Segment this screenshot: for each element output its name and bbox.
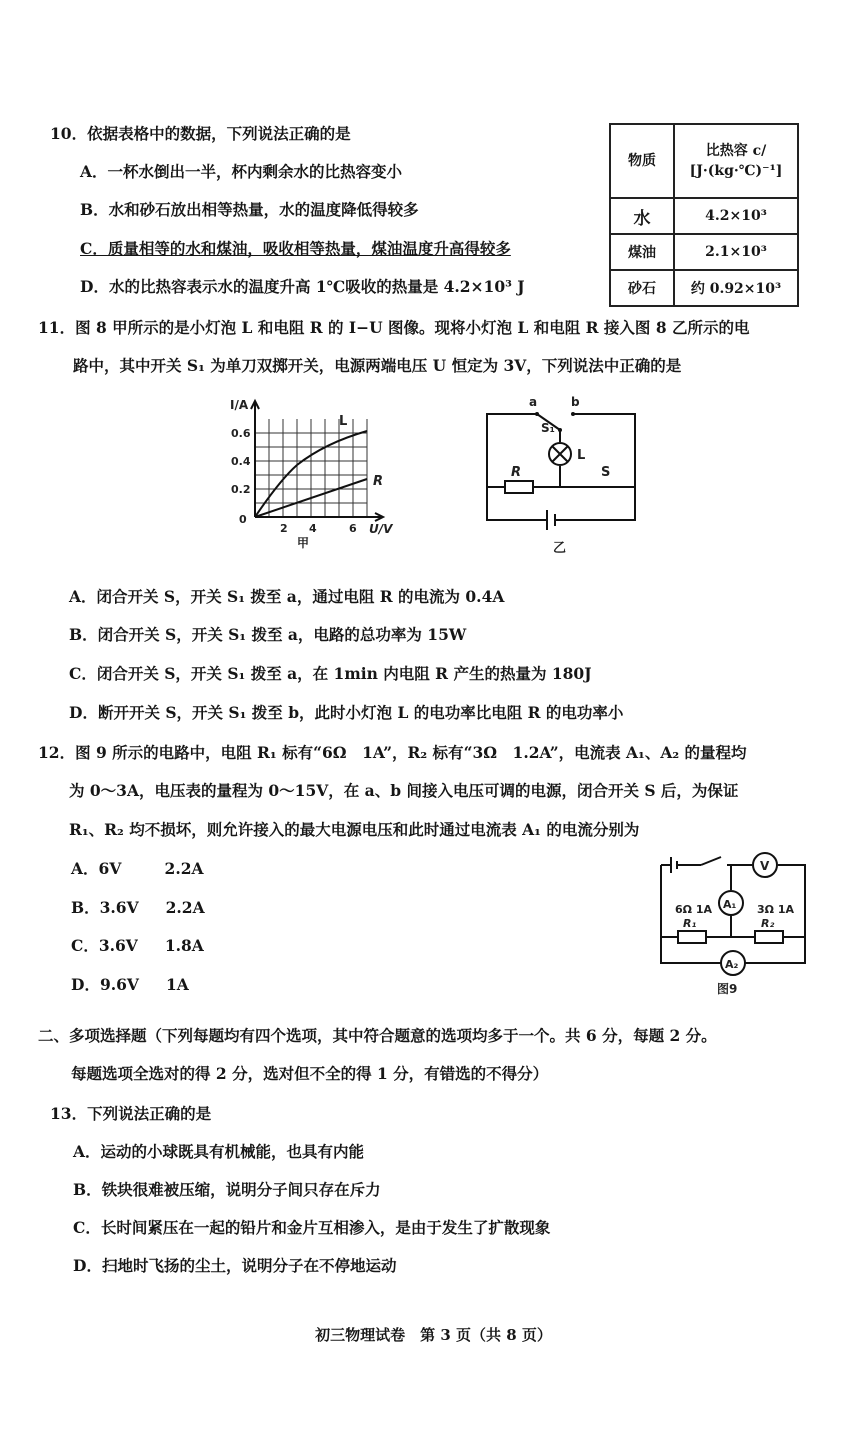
section2-heading-line1: 二、多项选择题（下列每题均有四个选项，其中符合题意的选项均多于一个。共 6 分，每题 2 分。 xyxy=(38,1026,717,1045)
q11-option-d: D．断开开关 S，开关 S₁ 拨至 b，此时小灯泡 L 的电功率比电阻 R 的电功率小 xyxy=(69,703,624,722)
option-voltage: 6V xyxy=(98,859,122,878)
graph-caption: 甲 xyxy=(297,536,310,550)
q13-option-d: D．扫地时飞扬的尘土，说明分子在不停地运动 xyxy=(73,1256,397,1275)
table-cell-name: 煤油 xyxy=(610,234,674,270)
option-current: 1.8A xyxy=(164,936,204,955)
q11-stem-line1: 11．图 8 甲所示的是小灯泡 L 和电阻 R 的 I−U 图像。现将小灯泡 L 和电阻 R 接入图 8 乙所示的电 xyxy=(38,318,750,337)
specific-heat-table xyxy=(609,123,799,307)
graph-ytick: 0.6 xyxy=(231,427,251,440)
q10-option-a: A．一杯水倒出一半，杯内剩余水的比热容变小 xyxy=(80,162,403,181)
q12-stem-line3: R₁、R₂ 均不损坏，则允许接入的最大电源电压和此时通过电流表 A₁ 的电流分别为 xyxy=(69,820,640,839)
q12-stem-line1: 12．图 9 所示的电路中，电阻 R₁ 标有“6Ω 1A”，R₂ 标有“3Ω 1.2A”，电流表 A₁、A₂ 的量程均 xyxy=(38,743,747,762)
section2-heading-line2: 每题选项全选对的得 2 分，选对但不全的得 1 分，有错选的不得分） xyxy=(71,1064,549,1083)
voltmeter-label: V xyxy=(760,859,770,873)
table-header-c-line2: [J·(kg·℃)⁻¹] xyxy=(689,163,783,179)
graph-ytick: 0.4 xyxy=(231,455,251,468)
q12-stem-line2: 为 0～3A，电压表的量程为 0～15V，在 a、b 间接入电压可调的电源，闭合开关 S 后，为保证 xyxy=(69,781,739,800)
option-letter: A． xyxy=(71,859,99,878)
q13-option-b: B．铁块很难被压缩，说明分子间只存在斥力 xyxy=(73,1180,381,1199)
option-current: 2.2A xyxy=(164,859,204,878)
graph-ylabel: I/A xyxy=(230,398,249,412)
page-footer: 初三物理试卷 第 3 页（共 8 页） xyxy=(315,1326,552,1344)
r1-note: 6Ω 1A xyxy=(675,903,713,916)
q11-stem-line2: 路中，其中开关 S₁ 为单刀双掷开关，电源两端电压 U 恒定为 3V，下列说法中正确的是 xyxy=(73,356,682,375)
graph-xtick: 2 xyxy=(280,522,288,535)
graph-ytick: 0.2 xyxy=(231,483,251,496)
table-cell-name: 砂石 xyxy=(610,270,674,306)
r2-note: 3Ω 1A xyxy=(757,903,795,916)
circuit-label-r: R xyxy=(511,465,522,480)
q12-option-d xyxy=(71,973,189,995)
q13-option-a: A．运动的小球既具有机械能，也具有内能 xyxy=(73,1142,365,1161)
option-voltage: 3.6V xyxy=(98,936,138,955)
option-letter: C． xyxy=(71,936,99,955)
iu-graph xyxy=(225,395,410,555)
q10-option-c: C．质量相等的水和煤油，吸收相等热量，煤油温度升高得较多 xyxy=(80,239,511,258)
graph-xtick: 4 xyxy=(309,522,317,535)
graph-xtick: 6 xyxy=(349,522,357,535)
q12-option-a xyxy=(71,857,204,879)
q11-option-c: C．闭合开关 S，开关 S₁ 拨至 a，在 1min 内电阻 R 产生的热量为 180J xyxy=(69,664,592,683)
q11-option-b: B．闭合开关 S，开关 S₁ 拨至 a，电路的总功率为 15W xyxy=(69,625,467,644)
table-cell-value: 约 0.92×10³ xyxy=(674,270,798,306)
curve-r-label: R xyxy=(373,474,384,489)
circuit-label-s: S xyxy=(601,465,611,480)
option-voltage: 9.6V xyxy=(99,975,139,994)
q11-option-a: A．闭合开关 S，开关 S₁ 拨至 a，通过电阻 R 的电流为 0.4A xyxy=(69,587,505,606)
q10-option-b: B．水和砂石放出相等热量，水的温度降低得较多 xyxy=(80,200,419,219)
q10-stem: 10．依据表格中的数据，下列说法正确的是 xyxy=(50,124,351,143)
resistor-r2-label: R₂ xyxy=(761,917,775,930)
table-cell-value: 4.2×10³ xyxy=(674,198,798,234)
ammeter-a1-label: A₁ xyxy=(723,898,737,911)
option-voltage: 3.6V xyxy=(99,898,139,917)
circuit-label-b: b xyxy=(571,395,580,409)
circuit-figure-9 xyxy=(645,845,817,1000)
ammeter-a2-label: A₂ xyxy=(725,958,739,971)
table-header-material: 物质 xyxy=(610,124,674,198)
circuit-caption: 乙 xyxy=(553,541,567,556)
option-current: 1A xyxy=(165,975,189,994)
option-letter: B． xyxy=(71,898,100,917)
table-cell-name: 水 xyxy=(610,198,674,234)
q12-option-c xyxy=(71,934,204,956)
curve-l-label: L xyxy=(339,414,348,429)
option-current: 2.2A xyxy=(165,898,205,917)
option-letter: D． xyxy=(71,975,100,994)
table-cell-value: 2.1×10³ xyxy=(674,234,798,270)
circuit-label-l: L xyxy=(577,448,586,463)
figure-9-caption: 图9 xyxy=(717,982,738,996)
circuit-figure-8 xyxy=(475,392,645,560)
graph-ytick: 0 xyxy=(239,513,247,526)
table-header-specific-heat xyxy=(674,124,798,198)
resistor-r1-label: R₁ xyxy=(683,917,697,930)
q12-option-b xyxy=(71,896,205,918)
q10-option-d: D．水的比热容表示水的温度升高 1℃吸收的热量是 4.2×10³ J xyxy=(80,277,525,296)
q13-option-c: C．长时间紧压在一起的铅片和金片互相渗入，是由于发生了扩散现象 xyxy=(73,1218,551,1237)
circuit-label-a: a xyxy=(529,395,538,409)
graph-xlabel: U/V xyxy=(369,522,393,536)
circuit-label-s1: S₁ xyxy=(541,421,555,435)
q13-stem: 13．下列说法正确的是 xyxy=(50,1104,212,1123)
table-header-c-line1: 比热容 c/ xyxy=(705,143,767,159)
